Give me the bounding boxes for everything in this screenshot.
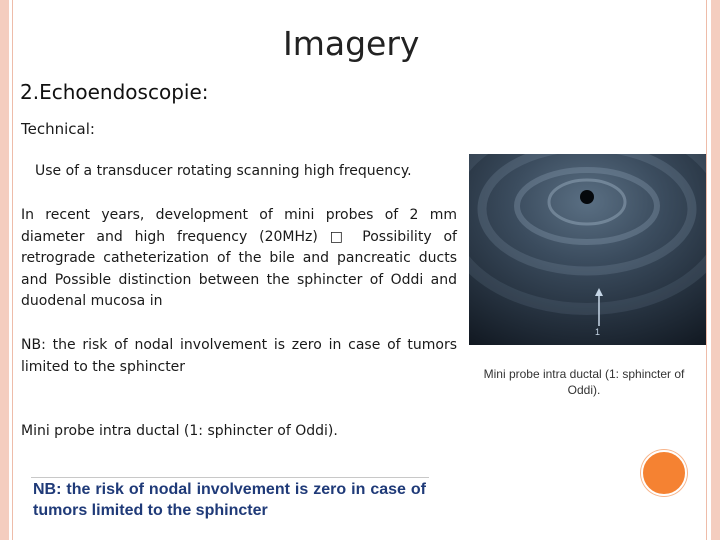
left-frame-border bbox=[0, 0, 9, 540]
marker-label: 1 bbox=[595, 327, 601, 337]
probe-center bbox=[580, 190, 594, 204]
nb-bold-text: NB: the risk of nodal involvement is zero in case of tumors limited to the sphincter bbox=[33, 481, 426, 519]
nb-paragraph: NB: the risk of nodal involvement is zero in case of tumors limited to the sphincter bbox=[21, 337, 457, 375]
right-frame-border bbox=[711, 0, 720, 540]
left-frame-line bbox=[12, 0, 13, 540]
right-frame-line bbox=[706, 0, 707, 540]
image-caption: Mini probe intra ductal (1: sphincter of Oddi). bbox=[483, 367, 685, 397]
left-caption: Mini probe intra ductal (1: sphincter of Oddi). bbox=[21, 423, 338, 439]
orange-circle-decoration bbox=[641, 450, 687, 496]
section-subtitle: 2.Echoendoscopie: bbox=[20, 80, 209, 104]
transducer-line: Use of a transducer rotating scanning high frequency. bbox=[35, 163, 412, 179]
mini-probe-paragraph: In recent years, development of mini probes of 2 mm diameter and high frequency (20MHz) □ Possibility of retrograde catheterization of the bile and pancreatic ducts and Possible distinction between the sphincter of Oddi and duodenal mucosa in bbox=[21, 207, 457, 309]
slide-title: Imagery bbox=[283, 24, 420, 63]
technical-label: Technical: bbox=[21, 120, 95, 138]
ultrasound-image bbox=[469, 154, 706, 345]
